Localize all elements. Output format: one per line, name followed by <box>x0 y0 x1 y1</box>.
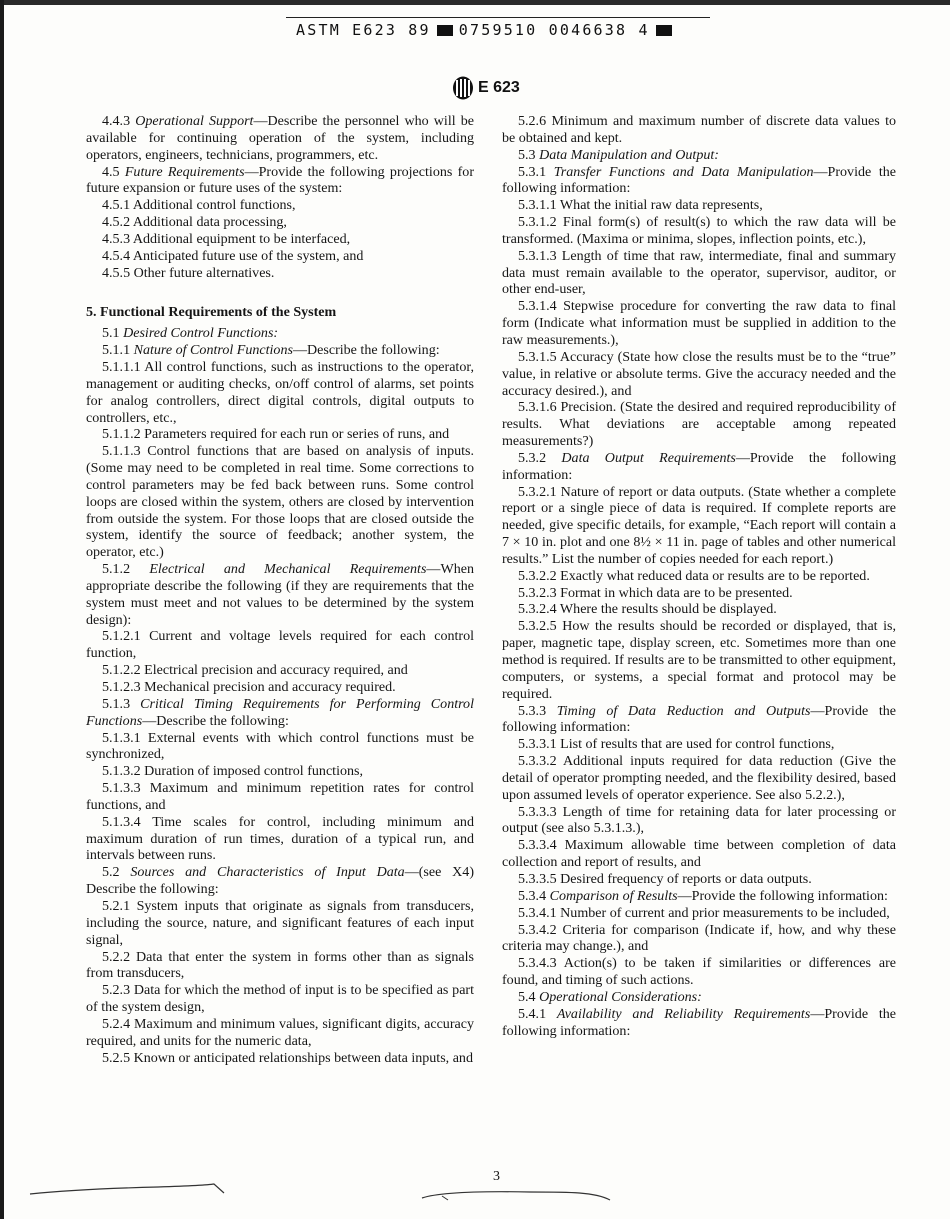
clause-number: 4.4.3 <box>102 113 131 129</box>
clause-5-3-2-2 <box>502 568 896 585</box>
clause-text: What the initial raw data represents, <box>559 197 763 214</box>
clause-text: Describe the following: <box>156 712 289 729</box>
clause-5-1-1-3 <box>86 443 474 561</box>
astm-logo-icon <box>452 75 474 101</box>
clause-number: 5.1.1 <box>102 342 131 359</box>
clause-number: 4.5.2 <box>102 214 131 231</box>
clause-number: 5.1.1.2 <box>102 426 141 443</box>
clause-title: Comparison of Results <box>549 887 678 904</box>
clause-number: 5.3.4.2 <box>518 921 557 938</box>
clause-5-3-4-3 <box>502 955 896 989</box>
header-code-left: ASTM E623 89 <box>296 21 431 39</box>
clause-text: Final form(s) of result(s) to which the raw data will be transformed. (Maxima or minima, slopes, inflection points, etc.), <box>502 214 896 247</box>
clause-number: 5.3.3.1 <box>518 736 557 753</box>
em-dash: — <box>677 887 692 904</box>
clause-number: 5.1.2.3 <box>102 679 141 695</box>
clause-text: Maximum allowable time between completion of data collection and report of results, and <box>502 837 896 871</box>
clause-number: 4.5 <box>102 163 120 180</box>
clause-text: Control functions that are based on analysis of inputs. (Some may need to be completed in real time. Some corrections to control parameters may be fed back between runs. Some control loops are closed within the system, others are closed by intervention from outside the system. For those loops that are closed outside the system, identify the source of feedback; another system, the operator, etc.) <box>86 443 474 561</box>
header-rule <box>286 17 710 18</box>
clause-number: 5.1.1.1 <box>102 358 141 375</box>
clause-5-4 <box>502 989 896 1006</box>
clause-number: 5.3.4.1 <box>518 904 557 921</box>
clause-number: 5.2.6 <box>518 113 547 129</box>
clause-text: Current and voltage levels required for each control function, <box>86 628 474 662</box>
em-dash: — <box>735 449 750 466</box>
clause-number: 5.1.3.1 <box>102 729 141 746</box>
clause-number: 5.3.1.5 <box>518 348 557 365</box>
clause-text: Minimum and maximum number of discrete data values to be obtained and kept. <box>502 113 897 146</box>
clause-5-1-2-3 <box>86 679 474 696</box>
clause-5-2-3 <box>86 982 474 1016</box>
clause-title: Availability and Reliability Requirements <box>556 1005 811 1022</box>
clause-text: Nature of report or data outputs. (State whether a complete report or a single piece of data is required. If complete reports are needed, give specific details, for example, “Each report will contain a 7 × 10 in. plot and one 8½ × 11 in. page of tables and other numerical results.” List the number of copies needed for each report.) <box>502 483 897 567</box>
clause-4-5 <box>86 164 474 198</box>
clause-text: Additional data processing, <box>132 214 287 231</box>
clause-title: Timing of Data Reduction and Outputs <box>556 702 811 719</box>
clause-number: 5.3.4 <box>518 887 547 904</box>
clause-number: 5.1.2.1 <box>102 628 141 645</box>
clause-5-3-1-4 <box>502 298 896 349</box>
clause-number: 5.3 <box>518 146 536 163</box>
clause-5-1-1-2 <box>86 426 474 443</box>
clause-5-3-3 <box>502 703 896 737</box>
header-code-mid: 0759510 0046638 4 <box>458 21 650 39</box>
em-dash: — <box>292 342 307 359</box>
clause-text: How the results should be recorded or displayed, that is, paper, magnetic tape, display screen, etc. Sometimes more than one method is required. If results are to be transmitted to other equipment, computers, or systems, a special format and protocol may be required. <box>502 618 896 702</box>
clause-5-3-1-2 <box>502 214 896 248</box>
clause-5-3-3-3 <box>502 804 896 838</box>
clause-5-3-1 <box>502 164 896 198</box>
clause-number: 5.2.2 <box>102 948 131 965</box>
clause-5-1 <box>86 325 474 342</box>
clause-number: 5.3.2.2 <box>518 567 557 584</box>
em-dash: — <box>813 163 828 180</box>
clause-5-1-1 <box>86 342 474 359</box>
clause-number: 5.1.3.4 <box>102 813 141 830</box>
clause-text: Stepwise procedure for converting the raw data to final form (Indicate what information must be supplied in addition to the raw measurements.), <box>502 298 896 348</box>
clause-text: Format in which data are to be presented. <box>560 584 793 601</box>
header-block-mark <box>656 25 672 36</box>
clause-text: All control functions, such as instructions to the operator, management or auditing checks, on/off control of alarms, set points for analog controllers, direct digital controls, digital outputs to controllers, etc., <box>86 358 474 426</box>
clause-text: Provide the following information: <box>502 449 896 483</box>
clause-number: 5.3.1.3 <box>518 247 557 264</box>
clause-title: Nature of Control Functions <box>133 342 293 359</box>
clause-5-1-3-1 <box>86 730 474 764</box>
clause-5-3-2 <box>502 450 896 484</box>
clause-5-1-3-2 <box>86 763 474 780</box>
clause-number: 5.3.3.3 <box>518 803 557 820</box>
clause-5-3-1-3 <box>502 248 896 299</box>
em-dash: — <box>426 561 441 578</box>
clause-title: Desired Control Functions: <box>123 325 279 342</box>
clause-title: Critical Timing Requirements for Performing Control Functions <box>86 695 474 729</box>
clause-text: Provide the following information: <box>502 702 897 736</box>
clause-title: Electrical and Mechanical Requirements <box>149 561 427 578</box>
clause-number: 5.3.1.1 <box>518 197 557 214</box>
clause-5-2-5 <box>86 1050 474 1067</box>
clause-title: Data Output Requirements <box>561 449 736 466</box>
clause-text: Provide the following information: <box>691 887 888 904</box>
page-number: 3 <box>493 1169 500 1184</box>
clause-text: Desired frequency of reports or data outputs. <box>560 870 812 887</box>
clause-text: Data that enter the system in forms other than as signals from transducers, <box>86 948 474 982</box>
em-dash: — <box>142 712 157 729</box>
clause-text: Additional equipment to be interfaced, <box>132 230 351 247</box>
clause-number: 5.3.1.6 <box>518 399 557 416</box>
clause-4-5-5 <box>86 265 474 282</box>
clause-text: Provide the following information: <box>502 163 896 197</box>
clause-text: Number of current and prior measurements to be included, <box>560 904 890 921</box>
clause-number: 5.1 <box>102 325 120 342</box>
em-dash: — <box>244 163 259 180</box>
scan-edge-left <box>0 0 4 1219</box>
em-dash: — <box>253 113 268 129</box>
clause-5-2-4 <box>86 1016 474 1050</box>
clause-text: Additional inputs required for data reduction (Give the detail of operator prompting needed, and the flexibility desired, based upon assumed levels of operator experience. See also 5.2.2.), <box>502 753 896 803</box>
clause-5-3-3-1 <box>502 736 896 753</box>
clause-5-1-1-1 <box>86 359 474 426</box>
clause-number: 5.2.1 <box>102 897 131 914</box>
clause-text: (see X4) Describe the following: <box>86 864 474 898</box>
clause-number: 5.3.2.1 <box>518 483 557 500</box>
clause-number: 5.3.1.2 <box>518 214 557 231</box>
clause-number: 5.4.1 <box>518 1005 547 1022</box>
clause-5-3-3-2 <box>502 753 896 804</box>
clause-text: Mechanical precision and accuracy required. <box>144 679 396 695</box>
clause-text: Additional control functions, <box>132 197 296 214</box>
clause-title: Operational Considerations: <box>539 988 702 1005</box>
clause-number: 5.1.3.2 <box>102 763 141 780</box>
clause-title: Data Manipulation and Output: <box>539 146 719 163</box>
document-designation <box>452 74 520 102</box>
clause-5-1-2-2 <box>86 662 474 679</box>
right-column <box>502 113 896 1039</box>
clause-number: 5.3.1 <box>518 163 547 180</box>
header-code-line <box>296 21 716 43</box>
em-dash: — <box>810 1005 825 1022</box>
clause-5-4-1 <box>502 1006 896 1040</box>
clause-text: When appropriate describe the following (if they are requirements that the system must meet and not values to be determined by the system design): <box>86 561 475 628</box>
clause-number: 5.1.2.2 <box>102 662 141 679</box>
clause-number: 5.3.2.5 <box>518 618 557 635</box>
clause-4-4-3 <box>86 113 474 164</box>
clause-text: Data for which the method of input is to be specified as part of the system design, <box>86 982 475 1016</box>
clause-5-3-3-4 <box>502 837 896 871</box>
clause-5-3-4-2 <box>502 922 896 956</box>
clause-4-5-4 <box>86 248 474 265</box>
clause-5-1-2 <box>86 561 474 628</box>
clause-number: 5.3.2 <box>518 449 547 466</box>
clause-text: Other future alternatives. <box>133 264 275 281</box>
clause-number: 4.5.4 <box>102 247 131 264</box>
clause-text: Anticipated future use of the system, and <box>132 247 364 264</box>
clause-number: 5.3.3.5 <box>518 870 557 887</box>
clause-number: 5.3.2.4 <box>518 601 557 618</box>
clause-text: Time scales for control, including minimum and maximum duration of run times, duration of a typical run, and intervals between runs. <box>86 813 474 864</box>
pen-mark-left <box>28 1176 228 1198</box>
clause-5-3-4 <box>502 888 896 905</box>
em-dash: — <box>404 864 419 881</box>
clause-5-2-6 <box>502 113 896 147</box>
clause-text: Electrical precision and accuracy required, and <box>144 662 408 679</box>
clause-number: 5.1.3 <box>102 695 131 712</box>
clause-number: 4.5.1 <box>102 197 131 214</box>
header-block-mark <box>437 25 453 36</box>
clause-text: Maximum and minimum repetition rates for control functions, and <box>86 780 474 813</box>
clause-number: 5.2.4 <box>102 1015 131 1032</box>
clause-number: 5.3.3 <box>518 702 547 719</box>
clause-4-5-3 <box>86 231 474 248</box>
clause-5-3-4-1 <box>502 905 896 922</box>
clause-number: 5.2 <box>102 864 120 881</box>
clause-text: Accuracy (State how close the results must be to the “true” value, in relative or absolute terms. Give the accuracy needed and the accuracy desired.), and <box>502 348 896 399</box>
clause-text: Length of time for retaining data for later processing or output (see also 5.3.1.3.), <box>502 803 896 837</box>
clause-number: 5.3.3.4 <box>518 837 557 854</box>
clause-number: 5.2.5 <box>102 1049 131 1066</box>
clause-text: Criteria for comparison (Indicate if, how, and why these criteria may change.), and <box>502 921 896 955</box>
clause-number: 5.2.3 <box>102 982 131 999</box>
clause-number: 4.5.5 <box>102 264 131 281</box>
clause-number: 4.5.3 <box>102 230 131 247</box>
clause-4-5-1 <box>86 197 474 214</box>
clause-text: Precision. (State the desired and required reproducibility of results. What deviations are acceptable among repeated measurements?) <box>502 399 896 450</box>
clause-text: Maximum and minimum values, significant digits, accuracy required, and units for the numeric data, <box>86 1015 474 1049</box>
pen-mark-right <box>420 1184 620 1208</box>
clause-title: Transfer Functions and Data Manipulation <box>553 163 814 180</box>
clause-number: 5.1.2 <box>102 561 131 578</box>
clause-text: Action(s) to be taken if similarities or differences are found, and timing of such actions. <box>502 955 896 989</box>
clause-5-3-2-5 <box>502 618 896 702</box>
clause-text: Parameters required for each run or series of runs, and <box>144 426 450 443</box>
clause-text: System inputs that originate as signals from transducers, including the source, nature, and significant features of each input signal, <box>86 897 474 948</box>
clause-5-3-2-4 <box>502 601 896 618</box>
clause-text: External events with which control functions must be synchronized, <box>86 729 474 763</box>
em-dash: — <box>810 702 825 719</box>
clause-5-3-2-3 <box>502 585 896 602</box>
clause-5-3 <box>502 147 896 164</box>
clause-5-1-2-1 <box>86 628 474 662</box>
clause-text: List of results that are used for control functions, <box>560 736 835 753</box>
clause-5-1-3-3 <box>86 780 474 814</box>
clause-5-3-1-6 <box>502 399 896 450</box>
clause-5-3-1-5 <box>502 349 896 400</box>
left-column <box>86 113 474 1066</box>
clause-text: Provide the following projections for future expansion or future uses of the system: <box>86 163 475 197</box>
clause-text: Exactly what reduced data or results are to be reported. <box>560 567 870 584</box>
clause-text: Describe the following: <box>307 342 440 359</box>
clause-text: Provide the following information: <box>502 1005 897 1039</box>
clause-title: Operational Support <box>135 113 254 129</box>
section-heading: 5. Functional Requirements of the System <box>86 304 337 321</box>
clause-number: 5.1.3.3 <box>102 780 141 797</box>
clause-5-3-1-1 <box>502 197 896 214</box>
clause-5-2-1 <box>86 898 474 949</box>
clause-number: 5.3.1.4 <box>518 298 557 315</box>
clause-4-5-2 <box>86 214 474 231</box>
designation-label: E 623 <box>478 79 520 96</box>
clause-number: 5.3.3.2 <box>518 753 557 770</box>
clause-5-1-3-4 <box>86 814 474 865</box>
clause-number: 5.3.2.3 <box>518 584 557 601</box>
clause-text: Known or anticipated relationships between data inputs, and <box>133 1049 473 1066</box>
clause-text: Where the results should be displayed. <box>559 601 777 618</box>
clause-number: 5.3.4.3 <box>518 955 557 972</box>
clause-5-2-2 <box>86 949 474 983</box>
clause-title: Future Requirements <box>124 163 245 180</box>
clause-number: 5.4 <box>518 988 536 1005</box>
clause-text: Length of time that raw, intermediate, final and summary data must remain available to the operator, supervisor, auditor, or other end-user, <box>502 247 897 298</box>
scan-edge-top <box>0 0 950 5</box>
clause-5-3-3-5 <box>502 871 896 888</box>
clause-number: 5.1.1.3 <box>102 443 141 460</box>
clause-5-1-3 <box>86 696 474 730</box>
clause-text: Describe the personnel who will be available for continuing operation of the system, including operators, engineers, technicians, programmers, etc. <box>86 113 475 163</box>
clause-5-2 <box>86 864 474 898</box>
clause-5-3-2-1 <box>502 484 896 568</box>
clause-title: Sources and Characteristics of Input Data <box>130 864 405 881</box>
clause-text: Duration of imposed control functions, <box>144 763 364 780</box>
